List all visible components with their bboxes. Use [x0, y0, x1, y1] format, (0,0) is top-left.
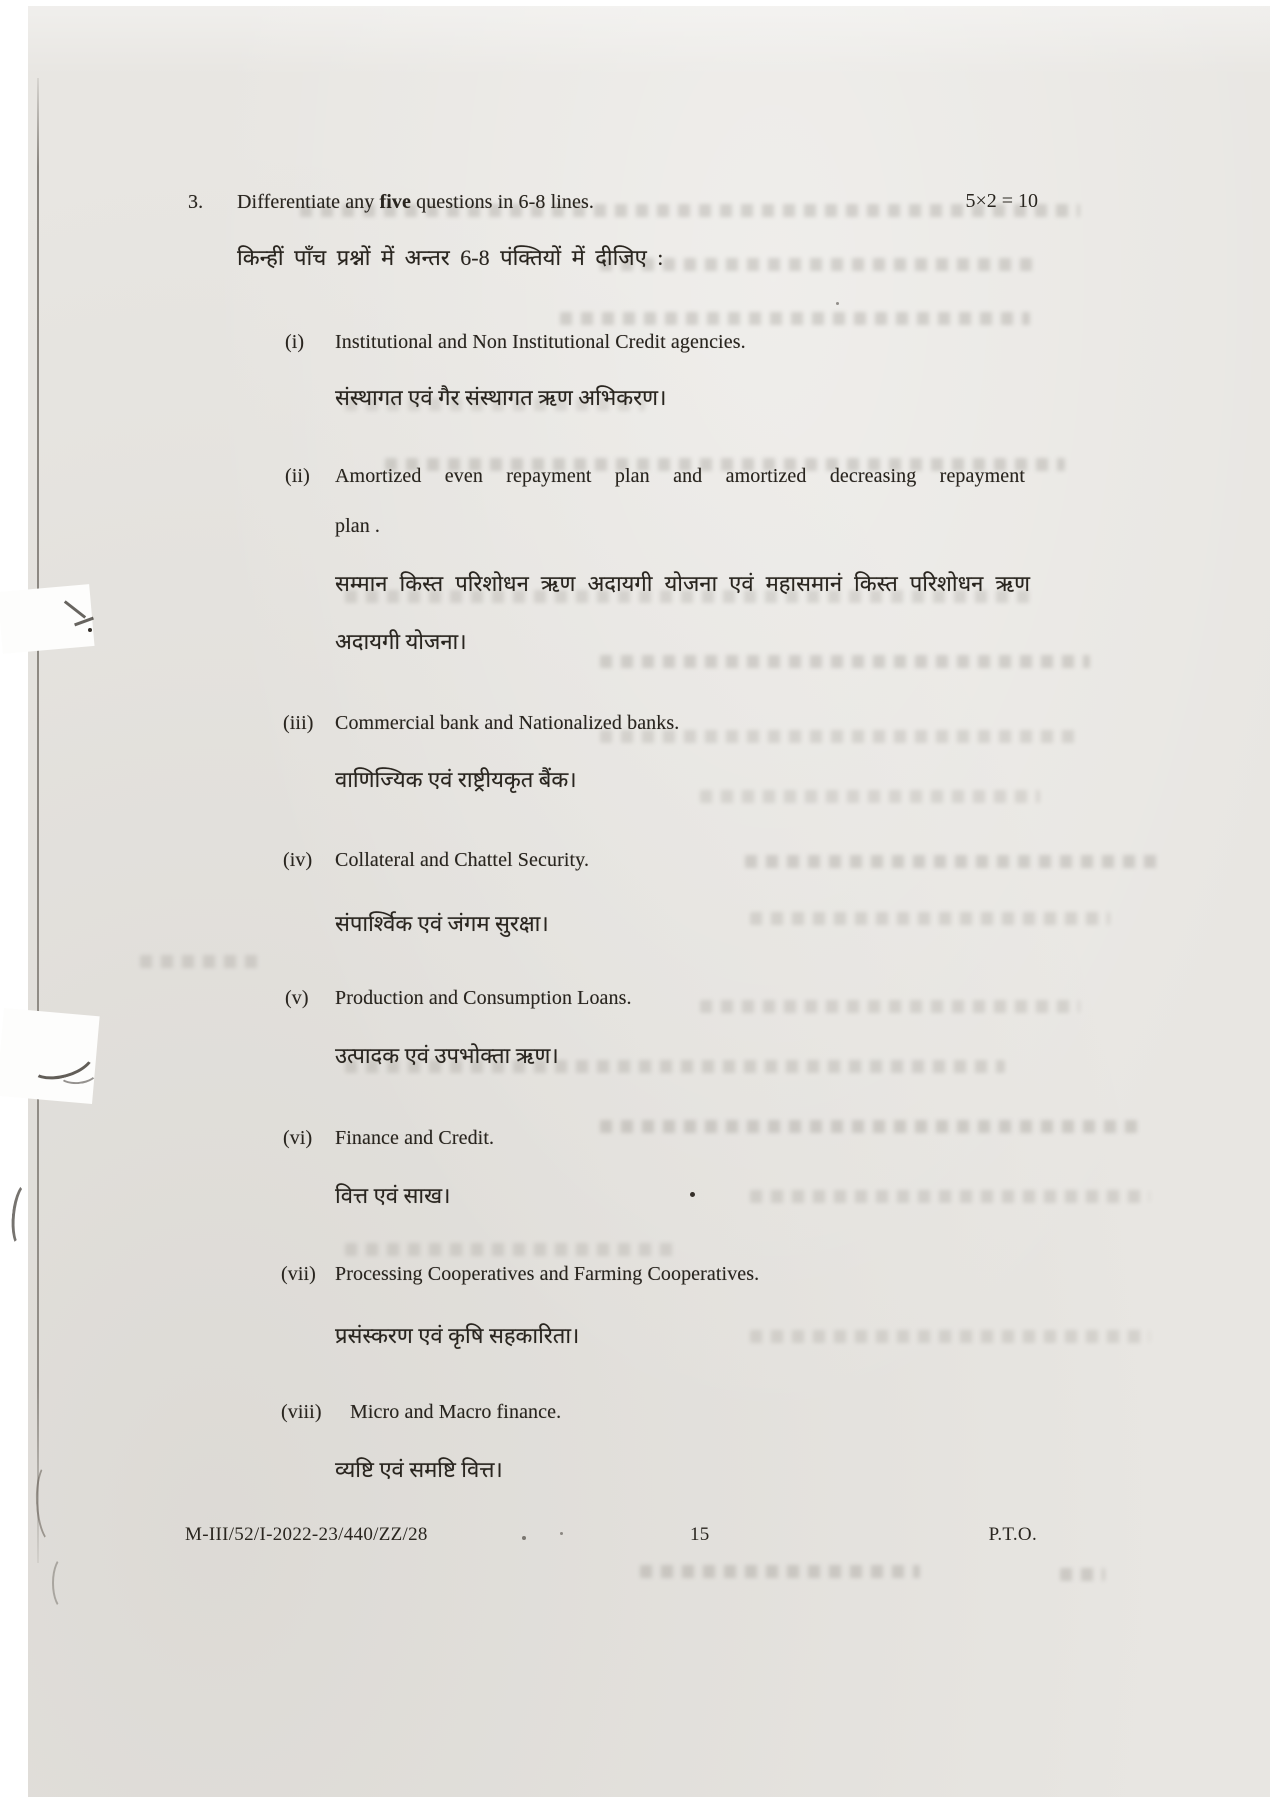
tear-mark: [88, 628, 92, 632]
item-text-hi: उत्पादक एवं उपभोक्ता ऋण।: [335, 1043, 559, 1068]
item-number: (viii): [281, 1401, 322, 1423]
item-text-hi: वित्त एवं साख।: [335, 1183, 451, 1208]
page-number: 15: [690, 1524, 710, 1545]
item-text-hi: अदायगी योजना।: [335, 629, 467, 654]
tear-mark: [0, 584, 95, 654]
item-text-en: Micro and Macro finance.: [350, 1401, 562, 1423]
item-text-hi: व्यष्टि एवं समष्टि वित्त।: [335, 1457, 503, 1482]
question-number: 3.: [188, 191, 204, 213]
item-text-en: Collateral and Chattel Security.: [335, 849, 590, 871]
pto-label: P.T.O.: [988, 1524, 1037, 1545]
item-text-hi: सम्मान किस्त परिशोधन ऋण अदायगी योजना एवं महासमानं किस्त परिशोधन ऋण: [335, 571, 1030, 596]
question-text-post: questions in 6-8 lines.: [416, 191, 594, 213]
ink-speck: [560, 1532, 563, 1535]
item-text-hi: संपार्श्विक एवं जंगम सुरक्षा।: [335, 911, 549, 936]
item-text-en: Commercial bank and Nationalized banks.: [335, 712, 680, 734]
item-number: (vi): [283, 1127, 313, 1149]
item-number: (iii): [283, 712, 314, 734]
question-text: [237, 190, 594, 215]
hindi-instruction: किन्हीं पाँच प्रश्नों में अन्तर 6-8 पंक्तियों में दीजिए :: [237, 245, 664, 270]
item-text-en: Institutional and Non Institutional Credit agencies.: [335, 331, 746, 353]
item-text-en: Finance and Credit.: [335, 1127, 495, 1149]
item-number: (ii): [285, 465, 310, 487]
item-number: (iv): [283, 849, 313, 871]
marks-label: 5×2 = 10: [965, 190, 1038, 212]
footer-code: M-III/52/I-2022-23/440/ZZ/28: [185, 1524, 428, 1545]
ink-speck: [522, 1536, 526, 1540]
item-text-hi: संस्थागत एवं गैर संस्थागत ऋण अभिकरण।: [335, 385, 667, 410]
item-number: (i): [285, 331, 305, 353]
ink-speck: [690, 1192, 695, 1197]
item-text-hi: वाणिज्यिक एवं राष्ट्रीयकृत बैंक।: [335, 767, 577, 792]
item-text-en: Amortized even repayment plan and amortized decreasing repayment: [335, 465, 1025, 487]
question-text-pre: Differentiate any: [237, 191, 375, 213]
ink-speck: [836, 302, 839, 305]
page-left-edge: [37, 78, 39, 1563]
item-number: (v): [285, 987, 309, 1009]
item-text-en: Production and Consumption Loans.: [335, 987, 632, 1009]
tear-mark: [52, 1556, 76, 1610]
item-text-en: plan .: [335, 515, 381, 537]
item-number: (vii): [281, 1263, 316, 1285]
question-text-bold: five: [379, 191, 411, 213]
item-text-hi: प्रसंस्करण एवं कृषि सहकारिता।: [335, 1323, 580, 1348]
item-text-en: Processing Cooperatives and Farming Cooperatives.: [335, 1263, 760, 1285]
